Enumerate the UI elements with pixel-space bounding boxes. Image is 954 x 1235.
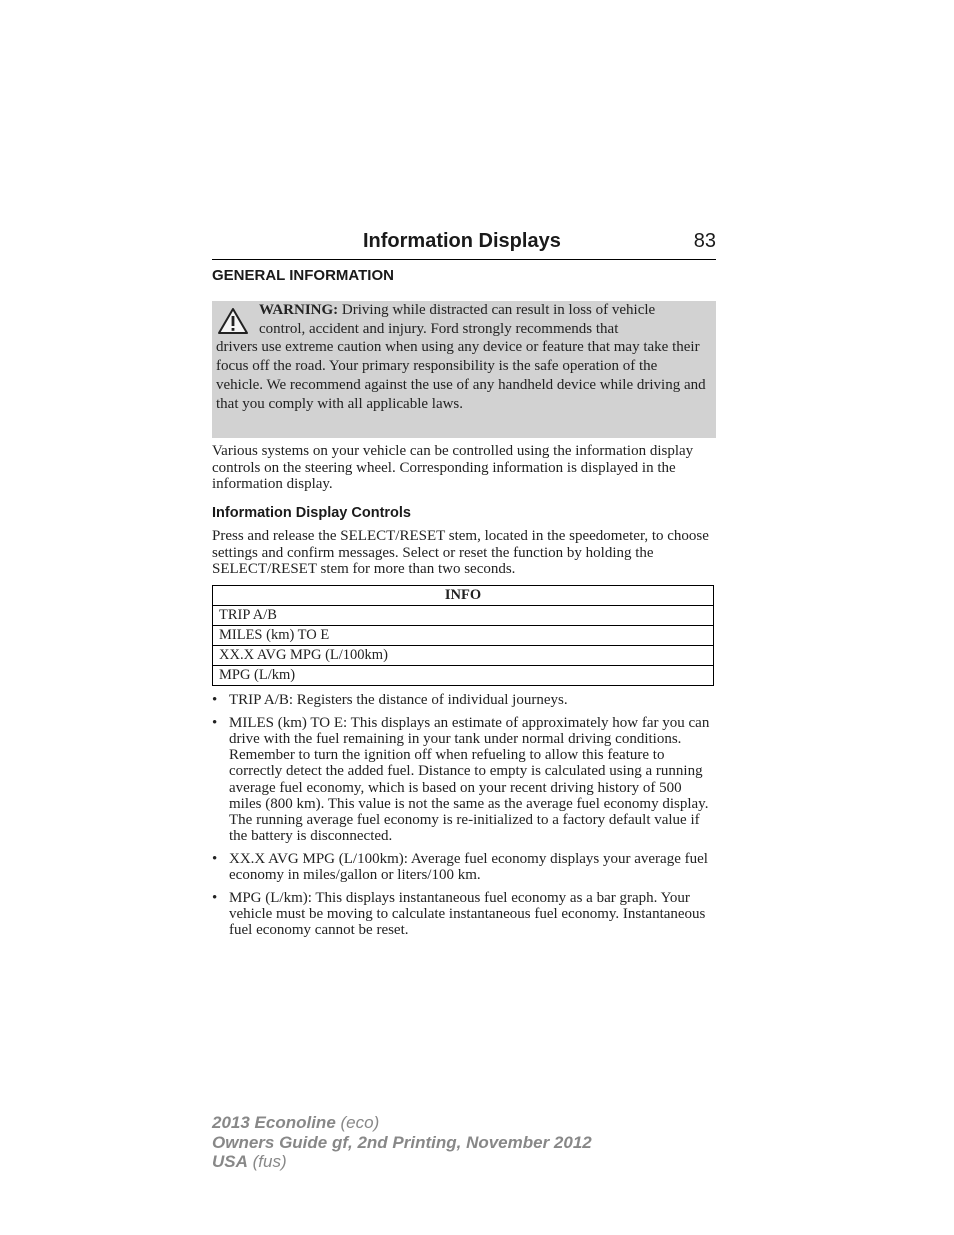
footer-model-code: (eco)	[340, 1113, 380, 1132]
list-item-text: MILES (km) TO E: This displays an estimate of approximately how far you can drive with the fuel remaining in your tank under normal driving conditions. Remember to turn the ignition off when refueling to allow this feature to correctly detect the added fuel. Distance to empty is calculated using a running average fuel economy, which is based on your recent driving history of 500 miles (800 km). This value is not the same as the average fuel economy display. The running average fuel economy is re-initialized to a factory default value if the battery is disconnected.	[229, 714, 710, 845]
footer-line-3	[212, 1152, 592, 1172]
warning-lead	[216, 301, 708, 320]
warning-line1: Driving while distracted can result in loss of vehicle	[341, 302, 656, 318]
list-item	[212, 692, 716, 708]
intro-paragraph: Various systems on your vehicle can be controlled using the information display controls on the steering wheel. Corresponding information is displayed in the information display.	[212, 443, 694, 492]
footer-region-code: (fus)	[252, 1152, 287, 1171]
info-table	[212, 585, 714, 686]
bullet-list	[212, 692, 716, 945]
footer-guide: Owners Guide gf, 2nd Printing, November 2012	[212, 1132, 592, 1152]
warning-line2: control, accident and injury. Ford strongly recommends that	[259, 320, 619, 337]
header-title: Information Displays	[363, 230, 561, 252]
table-row	[213, 646, 714, 666]
page-header	[212, 229, 716, 260]
page-footer	[212, 1113, 592, 1172]
footer-line-1	[212, 1113, 592, 1133]
controls-paragraph: Press and release the SELECT/RESET stem, located in the speedometer, to choose settings and confirm messages. Select or reset the function by holding the SELECT/RESET stem for more than two seconds.	[212, 528, 709, 577]
table-header-row	[213, 586, 714, 606]
bullet-marker: •	[212, 714, 218, 731]
warning-label: WARNING:	[259, 302, 339, 318]
bullet-marker: •	[212, 889, 218, 906]
page-number: 83	[693, 230, 716, 252]
footer-region: USA	[212, 1152, 248, 1171]
table-row	[213, 606, 714, 626]
list-item-text: XX.X AVG MPG (L/100km): Average fuel economy displays your average fuel economy in miles/gallon or liters/100 km.	[229, 850, 708, 884]
table-cell: XX.X AVG MPG (L/100km)	[213, 646, 714, 666]
list-item	[212, 715, 716, 845]
table-cell: MPG (L/km)	[213, 666, 714, 686]
table-row	[213, 666, 714, 686]
table-row	[213, 626, 714, 646]
table-cell: TRIP A/B	[213, 606, 714, 626]
list-item	[212, 851, 716, 883]
list-item	[212, 890, 716, 939]
warning-box	[212, 301, 716, 438]
footer-model: 2013 Econoline	[212, 1113, 336, 1132]
table-cell: MILES (km) TO E	[213, 626, 714, 646]
bullet-marker: •	[212, 692, 218, 708]
section-heading: GENERAL INFORMATION	[212, 267, 394, 284]
warning-text	[216, 301, 708, 413]
footer-line-2	[212, 1133, 592, 1153]
list-item-text: TRIP A/B: Registers the distance of individual journeys.	[229, 692, 568, 708]
table-header: INFO	[213, 586, 714, 606]
subheading: Information Display Controls	[212, 505, 411, 521]
bullet-marker: •	[212, 850, 218, 867]
list-item-text: MPG (L/km): This displays instantaneous fuel economy as a bar graph. Your vehicle must be moving to calculate instantaneous fuel economy. Instantaneous fuel economy cannot be reset.	[229, 889, 706, 939]
warning-body: drivers use extreme caution when using any device or feature that may take their focus off the road. Your primary responsibility is the safe operation of the vehicle. We recommend against the use of any handheld device while driving and that you comply with all applicable laws.	[216, 339, 706, 412]
